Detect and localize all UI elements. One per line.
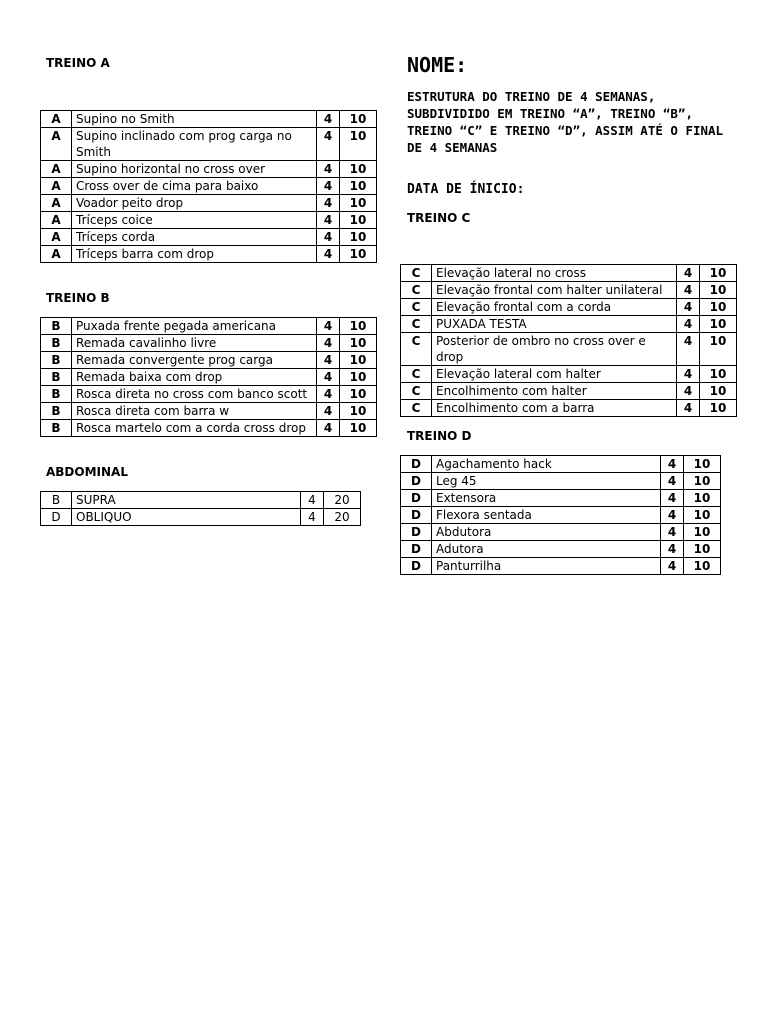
exercise-cell: Rosca direta com barra w [72, 403, 317, 420]
day-letter-cell: A [41, 111, 72, 128]
exercise-cell: Adutora [432, 541, 661, 558]
table-row [401, 299, 737, 316]
exercise-cell: Voador peito drop [72, 195, 317, 212]
reps-cell: 10 [340, 195, 377, 212]
treino-d-title: TREINO D [407, 429, 472, 443]
table-row [401, 524, 721, 541]
treino-b-table [40, 317, 377, 437]
day-letter-cell: D [41, 509, 72, 526]
day-letter-cell: C [401, 299, 432, 316]
day-letter-cell: A [41, 178, 72, 195]
reps-cell: 10 [340, 386, 377, 403]
reps-cell: 10 [700, 265, 737, 282]
table-row [401, 473, 721, 490]
treino-d-body [401, 456, 721, 575]
sets-cell: 4 [661, 558, 684, 575]
treino-a-body [41, 111, 377, 263]
table-row [41, 352, 377, 369]
table-row [401, 507, 721, 524]
sets-cell: 4 [661, 456, 684, 473]
exercise-cell: Abdutora [432, 524, 661, 541]
reps-cell: 10 [684, 456, 721, 473]
table-row [41, 178, 377, 195]
reps-cell: 10 [340, 128, 377, 161]
sets-cell: 4 [677, 265, 700, 282]
sets-cell: 4 [317, 212, 340, 229]
sets-cell: 4 [317, 246, 340, 263]
table-row [401, 490, 721, 507]
sets-cell: 4 [317, 128, 340, 161]
name-label: NOME: [407, 53, 468, 77]
sets-cell: 4 [661, 524, 684, 541]
table-row [401, 316, 737, 333]
day-letter-cell: C [401, 316, 432, 333]
table-row [41, 128, 377, 161]
exercise-cell: Elevação lateral com halter [432, 366, 677, 383]
exercise-cell: Agachamento hack [432, 456, 661, 473]
exercise-cell: Posterior de ombro no cross over e drop [432, 333, 677, 366]
table-row [401, 558, 721, 575]
table-row [401, 383, 737, 400]
sets-cell: 4 [677, 333, 700, 366]
sets-cell: 4 [677, 282, 700, 299]
day-letter-cell: C [401, 282, 432, 299]
treino-b-title: TREINO B [46, 291, 110, 305]
sets-cell: 4 [317, 318, 340, 335]
table-row [41, 369, 377, 386]
exercise-cell: Tríceps coice [72, 212, 317, 229]
table-row [41, 335, 377, 352]
day-letter-cell: D [401, 541, 432, 558]
sets-cell: 4 [661, 490, 684, 507]
day-letter-cell: D [401, 456, 432, 473]
table-row [401, 282, 737, 299]
exercise-cell: Encolhimento com halter [432, 383, 677, 400]
table-row [401, 541, 721, 558]
table-row [41, 111, 377, 128]
exercise-cell: Supino no Smith [72, 111, 317, 128]
day-letter-cell: A [41, 195, 72, 212]
sets-cell: 4 [317, 229, 340, 246]
sets-cell: 4 [317, 386, 340, 403]
exercise-cell: Remada cavalinho livre [72, 335, 317, 352]
sets-cell: 4 [317, 178, 340, 195]
day-letter-cell: A [41, 246, 72, 263]
table-row [41, 161, 377, 178]
table-row [401, 366, 737, 383]
day-letter-cell: A [41, 229, 72, 246]
exercise-cell: Panturrilha [432, 558, 661, 575]
day-letter-cell: B [41, 369, 72, 386]
treino-c-table [400, 264, 737, 417]
sets-cell: 4 [317, 335, 340, 352]
table-row [41, 229, 377, 246]
day-letter-cell: D [401, 507, 432, 524]
sets-cell: 4 [317, 403, 340, 420]
exercise-cell: Flexora sentada [432, 507, 661, 524]
sets-cell: 4 [677, 299, 700, 316]
abdominal-title: ABDOMINAL [46, 465, 128, 479]
exercise-cell: Elevação frontal com a corda [432, 299, 677, 316]
day-letter-cell: B [41, 386, 72, 403]
exercise-cell: Elevação lateral no cross [432, 265, 677, 282]
reps-cell: 10 [340, 335, 377, 352]
sets-cell: 4 [661, 541, 684, 558]
reps-cell: 10 [700, 333, 737, 366]
day-letter-cell: B [41, 352, 72, 369]
reps-cell: 10 [340, 229, 377, 246]
reps-cell: 10 [340, 420, 377, 437]
table-row [41, 246, 377, 263]
day-letter-cell: B [41, 318, 72, 335]
exercise-cell: Extensora [432, 490, 661, 507]
table-row [41, 492, 361, 509]
reps-cell: 10 [340, 369, 377, 386]
reps-cell: 10 [340, 318, 377, 335]
reps-cell: 10 [684, 473, 721, 490]
treino-b-body [41, 318, 377, 437]
reps-cell: 10 [684, 490, 721, 507]
day-letter-cell: D [401, 490, 432, 507]
table-row [401, 265, 737, 282]
exercise-cell: Remada baixa com drop [72, 369, 317, 386]
reps-cell: 10 [340, 246, 377, 263]
day-letter-cell: C [401, 383, 432, 400]
table-row [41, 212, 377, 229]
start-date-label: DATA DE ÍNICIO: [407, 182, 525, 197]
exercise-cell: Rosca martelo com a corda cross drop [72, 420, 317, 437]
reps-cell: 10 [340, 212, 377, 229]
day-letter-cell: C [401, 366, 432, 383]
sets-cell: 4 [677, 316, 700, 333]
exercise-cell: Remada convergente prog carga [72, 352, 317, 369]
treino-c-title: TREINO C [407, 211, 471, 225]
exercise-cell: OBLIQUO [72, 509, 301, 526]
sets-cell: 4 [317, 369, 340, 386]
table-row [41, 403, 377, 420]
sets-cell: 4 [317, 161, 340, 178]
day-letter-cell: B [41, 335, 72, 352]
sets-cell: 4 [317, 195, 340, 212]
day-letter-cell: A [41, 128, 72, 161]
reps-cell: 10 [684, 558, 721, 575]
intro-text: ESTRUTURA DO TREINO DE 4 SEMANAS, SUBDIVIDIDO EM TREINO “A”, TREINO “B”, TREINO “C” E TREINO “D”, ASSIM ATÉ O FINAL DE 4 SEMANAS [407, 89, 724, 155]
sets-cell: 4 [317, 352, 340, 369]
treino-a-table [40, 110, 377, 263]
table-row [41, 386, 377, 403]
exercise-cell: Elevação frontal com halter unilateral [432, 282, 677, 299]
exercise-cell: Tríceps corda [72, 229, 317, 246]
treino-d-table [400, 455, 721, 575]
exercise-cell: Leg 45 [432, 473, 661, 490]
exercise-cell: Supino inclinado com prog carga no Smith [72, 128, 317, 161]
sets-cell: 4 [661, 473, 684, 490]
day-letter-cell: A [41, 212, 72, 229]
table-row [401, 333, 737, 366]
day-letter-cell: C [401, 265, 432, 282]
reps-cell: 10 [340, 111, 377, 128]
day-letter-cell: B [41, 420, 72, 437]
reps-cell: 10 [340, 161, 377, 178]
reps-cell: 20 [324, 509, 361, 526]
abdominal-table [40, 491, 361, 526]
treino-a-title: TREINO A [46, 56, 110, 70]
treino-c-body [401, 265, 737, 417]
reps-cell: 10 [684, 541, 721, 558]
table-row [41, 509, 361, 526]
day-letter-cell: A [41, 161, 72, 178]
sets-cell: 4 [677, 400, 700, 417]
day-letter-cell: C [401, 400, 432, 417]
table-row [41, 195, 377, 212]
reps-cell: 20 [324, 492, 361, 509]
exercise-cell: Cross over de cima para baixo [72, 178, 317, 195]
day-letter-cell: C [401, 333, 432, 366]
reps-cell: 10 [340, 178, 377, 195]
exercise-cell: Puxada frente pegada americana [72, 318, 317, 335]
abdominal-body [41, 492, 361, 526]
reps-cell: 10 [700, 366, 737, 383]
table-row [41, 420, 377, 437]
sets-cell: 4 [677, 366, 700, 383]
reps-cell: 10 [340, 403, 377, 420]
sets-cell: 4 [317, 420, 340, 437]
table-row [401, 456, 721, 473]
table-row [401, 400, 737, 417]
reps-cell: 10 [700, 400, 737, 417]
exercise-cell: Tríceps barra com drop [72, 246, 317, 263]
exercise-cell: Supino horizontal no cross over [72, 161, 317, 178]
reps-cell: 10 [700, 383, 737, 400]
sets-cell: 4 [661, 507, 684, 524]
day-letter-cell: B [41, 403, 72, 420]
day-letter-cell: D [401, 473, 432, 490]
reps-cell: 10 [700, 316, 737, 333]
reps-cell: 10 [340, 352, 377, 369]
exercise-cell: Encolhimento com a barra [432, 400, 677, 417]
sets-cell: 4 [301, 492, 324, 509]
exercise-cell: SUPRA [72, 492, 301, 509]
day-letter-cell: D [401, 524, 432, 541]
exercise-cell: Rosca direta no cross com banco scott [72, 386, 317, 403]
reps-cell: 10 [684, 524, 721, 541]
day-letter-cell: B [41, 492, 72, 509]
reps-cell: 10 [700, 282, 737, 299]
sets-cell: 4 [677, 383, 700, 400]
reps-cell: 10 [700, 299, 737, 316]
day-letter-cell: D [401, 558, 432, 575]
table-row [41, 318, 377, 335]
reps-cell: 10 [684, 507, 721, 524]
sets-cell: 4 [317, 111, 340, 128]
exercise-cell: PUXADA TESTA [432, 316, 677, 333]
sets-cell: 4 [301, 509, 324, 526]
